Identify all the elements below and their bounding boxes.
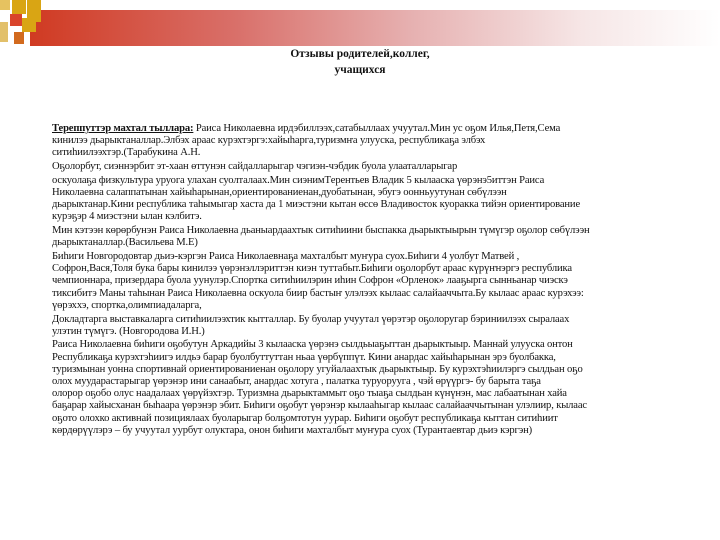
- text-line: [52, 135, 712, 147]
- text-line: [52, 376, 712, 388]
- title-line-1: Отзывы родителей,коллег,: [290, 48, 430, 60]
- header-gradient-bar: [30, 10, 720, 46]
- text-line: [52, 211, 712, 223]
- line-text: Республикаҕа курэхтэһиигэ илдьэ барар буолбуттуттан ньаа үөрбүппүт. Кини анардас хайыһарынан эрэ буолбакка,: [52, 351, 556, 363]
- line-text: дьарыктанар.Кини республика таһымыгар хаста да 1 миэстэни кытан өссө Владивосток куоракка тийэн ориентирование: [52, 199, 581, 211]
- paragraph: [52, 225, 712, 249]
- paragraph: [52, 161, 712, 173]
- line-text: оҕото олохко активнай позициялаах буоларыгар болҕомтотун уурар. Биһиги оҕобут республикаҕа кыттан ситиһиит: [52, 412, 558, 424]
- line-text: Мин кэтээн көрөрбунэн Раиса Николаевна дьаныардаахтык ситиһиини быспакка дьарыктыырын түмүгэр оҕолор сөбүлээн: [52, 225, 590, 237]
- text-line: [52, 275, 712, 287]
- line-text: оскуолаҕа физкультура уруога улахан суолталаах.Мин сиэнимTерентьев Владик 5 кылааска үөрэнэ5иттэн Раиса: [52, 174, 545, 186]
- paragraph: [52, 123, 712, 160]
- paragraph: [52, 314, 712, 338]
- title-line-2: учащихся: [334, 64, 386, 76]
- text-line: [52, 251, 712, 263]
- line-text: курэҕэр 4 миэстэни ылан кэлбитэ.: [52, 211, 202, 223]
- line-text: чемпионнара, призердара буола уунулэр.Спортка ситиһиилэрин иһин Софрон «Орленок» лааҕырга сынньанар чиэскэ: [52, 275, 568, 287]
- line-text: баҕарар хайысханан быһаара үөрэнэр эбит. Биһиги оҕобут үөрэнэр кылааһыгар кылаас салайааччытынан улэлиир, кылаас: [52, 400, 587, 412]
- text-line: [52, 147, 712, 159]
- paragraph: [52, 175, 712, 224]
- line-text: Раиса Николаевна ирдэбиллээх,сатабыллаах учуутал.Мин ус оҕом Илья,Петя,Сема: [193, 123, 561, 134]
- line-text: Софрон,Вася,Толя бука бары кинилээ үөрэнэллэриттэн киэн туттабыт.Биһиги оҕолорбут араас күрүҥнэргэ республика: [52, 263, 572, 275]
- line-text: көрдөрүүлэрэ – бу учуутал уурбут олуктара, онон биһиги махталбыт муҥура суох (Турантаевтар дьиэ кэргэн): [52, 424, 533, 436]
- text-line: [52, 199, 712, 211]
- text-line: [52, 326, 712, 338]
- text-line: [52, 187, 712, 199]
- paragraph: [52, 339, 712, 437]
- line-text: тиксибитэ Маны таһынан Раиса Николаевна оскуола биир бастыҥ улэлээх кылаас салайааччыта.Бу кылаас араас курэхээ:: [52, 287, 584, 299]
- text-line: [52, 123, 712, 135]
- text-line: [52, 161, 712, 173]
- line-text: Докладтарга выставкаларга ситиһиилээхтик кытталлар. Бу буолар учуутал үөрэтэр оҕолоругар бэриниилээх сыралаах: [52, 313, 570, 325]
- line-text: кинилээ дьарыктаналлар.Элбэх араас курэхтэргэ:хайыһарга,туризмҥа улууска, республикаҕа элбэх: [52, 135, 486, 147]
- text-line: [52, 175, 712, 187]
- text-line: [52, 388, 712, 400]
- line-text: олорор оҕобо олус наадалаах үөрүйэхтэр. Туризмна дьарыктаммыт оҕо тыаҕа сылдьан күнүнэн, мас лабаатынан хайа: [52, 388, 567, 400]
- text-line: [52, 364, 712, 376]
- line-text: улэтин түмүгэ. (Новгородова И.Н.): [52, 325, 205, 337]
- line-text: Раиса Николаевна биһиги оҕобутун Аркадийы 3 кылааска үөрэнэ сылдьыаҕыттан дьарыктыыр. Маннай улууска онтон: [52, 339, 573, 351]
- line-text: Биһиги Новгородовтар дьиэ-кэргэн Раиса Николаевнаҕа махталбыт муҥура суох.Биһиги 4 уолбут Матвей ,: [52, 251, 520, 263]
- line-text: Николаевна салаппатынан хайыһарынан,ориентированиенан,дуобатынан, эбугэ оонньуутунан сөбүлээн: [52, 187, 507, 199]
- line-text: үөрэххэ, спортка,олимпиадаларга,: [52, 299, 202, 311]
- text-line: [52, 225, 712, 237]
- text-line: [52, 413, 712, 425]
- text-line: [52, 288, 712, 300]
- line-text: туризмынан уонна спортивнай ориентированиенан оҕолору угуйалаахтык дьарыктыыр. Бу курэхтэһиилэргэ сылдьан оҕо: [52, 363, 583, 375]
- page-title: [0, 46, 720, 78]
- text-line: [52, 263, 712, 275]
- line-text: олох муударастарыгар үөрэнэр ини санаабыт, анардас хотуга , палатка туруорууга , чэй өрүүргэ- бу барыта таҕа: [52, 376, 541, 388]
- paragraph: [52, 251, 712, 312]
- text-line: [52, 300, 712, 312]
- text-line: [52, 314, 712, 326]
- document-body: [52, 123, 712, 439]
- paragraph-lead-heading: Тереппуттэр махтал тыллара:: [52, 123, 194, 134]
- line-text: Оҕолорбут, сиэннэрбит эт-хаан өттунэн сайдалларыгар чэгиэн-чэбдик буола улааталларыгар: [52, 161, 458, 173]
- text-line: [52, 352, 712, 364]
- text-line: [52, 425, 712, 437]
- text-line: [52, 339, 712, 351]
- text-line: [52, 237, 712, 249]
- line-text: дьарыктаналлар.(Васильева М.Е): [52, 237, 198, 249]
- line-text: ситиһиилээхтэр.(Тарабукина А.Н.: [52, 147, 201, 159]
- text-line: [52, 400, 712, 412]
